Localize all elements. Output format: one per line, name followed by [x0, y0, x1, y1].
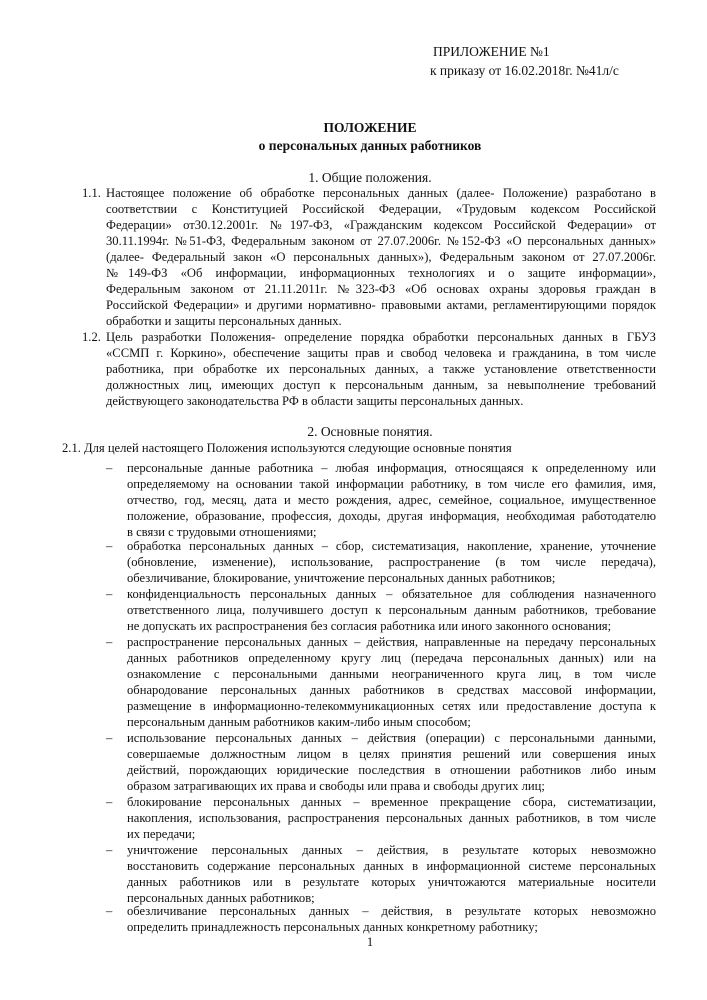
bullet-dash: – [106, 539, 113, 553]
bullet-dash: – [106, 843, 113, 857]
definition-line: действий, порождающих юридические последствия в отношении работников либо иным [127, 763, 656, 777]
definition-line: обезличивание, блокирование, уничтожение персональных данных работников; [127, 571, 556, 585]
definition-line: обезличивание персональных данных – действия, в результате которых невозможно [127, 904, 656, 918]
section-1-heading: 1. Общие положения. [308, 170, 432, 185]
document-subtitle: о персональных данных работников [258, 138, 482, 153]
definition-line: уничтожение персональных данных – действия, в результате которых невозможно [127, 843, 656, 857]
bullet-dash: – [106, 731, 113, 745]
paragraph-1-1-line: 30.11.1994г. №51-ФЗ, Федеральным законом от 27.07.2006г. №152-ФЗ «О персональных данных» [106, 234, 656, 248]
definition-line: ознакомление с персональными данными неограниченного круга лиц, в том числе [127, 667, 656, 681]
paragraph-1-1-line: соответствии с Конституцией Российской Федерации, «Трудовым кодексом Российской [106, 202, 656, 216]
definition-line: восстановить содержание персональных данных в информационной системе персональных [127, 859, 656, 873]
paragraph-1-2-line: должностных лиц, имеющих доступ к персональным данным, за невыполнение требований [106, 378, 656, 392]
definition-line: персональных данных работников; [127, 891, 315, 905]
paragraph-1-2-number: 1.2. [82, 330, 101, 344]
definition-line: отчество, год, месяц, дата и место рождения, адрес, семейное, социальное, имущественное [127, 493, 656, 507]
paragraph-1-1-line: (далее- Федеральный закон «О персональных данных»), Федеральным законом от 27.07.2006г. [106, 250, 656, 264]
definition-line: обработка персональных данных – сбор, систематизация, накопление, хранение, уточнение [127, 539, 656, 553]
paragraph-1-2-line: «ССМП г. Коркино», обеспечение защиты прав и свобод человека и гражданина, в том числе [106, 346, 656, 360]
definition-line: определить принадлежность персональных данных конкретному работнику; [127, 920, 538, 934]
paragraph-1-1-line: Настоящее положение об обработке персональных данных (далее- Положение) разработано в [106, 186, 656, 200]
definition-line: их передачи; [127, 827, 196, 841]
definition-line: использование персональных данных – действия (операции) с персональными данными, [127, 731, 656, 745]
definition-line: персональные данные работника – любая информация, относящаяся к определенному или [127, 461, 656, 475]
paragraph-1-1-number: 1.1. [82, 186, 101, 200]
bullet-dash: – [106, 587, 113, 601]
definition-line: (обновление, изменение), использование, распространение (в том числе передача), [127, 555, 656, 569]
definition-line: данных работников определенному кругу лиц (передача персональных данных) или на [127, 651, 656, 665]
definition-line: обнародование персональных данных работников в средствах массовой информации, [127, 683, 656, 697]
appendix-label: ПРИЛОЖЕНИЕ №1 [433, 44, 550, 59]
paragraph-1-1-line: обработки и защиты персональных данных. [106, 314, 342, 328]
definition-line: распространение персональных данных – действия, направленные на передачу персональных [127, 635, 656, 649]
definition-line: положение, образование, профессия, доходы, другая информация, необходимая работодателю [127, 509, 656, 523]
order-reference: к приказу от 16.02.2018г. №41л/с [430, 63, 619, 78]
paragraph-1-1-line: №149-ФЗ «Об информации, информационных технологиях и о защите информации», [106, 266, 656, 280]
bullet-dash: – [106, 795, 113, 809]
paragraph-1-1-line: Федерации» от30.12.2001г. №197-ФЗ, «Гражданским кодексом Российской Федерации» от [106, 218, 656, 232]
definition-line: ответственного лица, получившего доступ к персональным данным работников, требование [127, 603, 656, 617]
paragraph-1-1-line: Федеральным законом от 21.11.2011г. №323-ФЗ «Об основах охраны здоровья граждан в [106, 282, 656, 296]
paragraph-1-2-line: работника, при обработке их персональных данных, а также установление ответственности [106, 362, 656, 376]
page-number: 1 [366, 935, 374, 949]
paragraph-1-2-line: Цель разработки Положения- определение порядка обработки персональных данных в ГБУЗ [106, 330, 656, 344]
definition-line: данных работников или в результате которых уничтожаются материальные носители [127, 875, 656, 889]
definition-line: совершаемые должностным лицом в целях принятия решений или совершения иных [127, 747, 656, 761]
definition-line: персональным данным работников каким-либо иным способом; [127, 715, 471, 729]
document-title: ПОЛОЖЕНИЕ [323, 120, 417, 135]
definition-line: образом затрагивающих их права и свободы или права и свободы других лиц; [127, 779, 545, 793]
bullet-dash: – [106, 461, 113, 475]
definition-line: накопления, использования, распространения персональных данных работников, в том числе [127, 811, 656, 825]
paragraph-2-1-text: Для целей настоящего Положения используются следующие основные понятия [84, 441, 512, 455]
definition-line: не допускать их распространения без согласия работника или иного законного основания; [127, 619, 612, 633]
paragraph-1-2-line: действующего законодательства РФ в области защиты персональных данных. [106, 394, 524, 408]
definition-line: в связи с трудовыми отношениями; [127, 525, 317, 539]
definition-line: размещение в информационно-телекоммуникационных сетях или предоставление доступа к [127, 699, 656, 713]
section-2-heading: 2. Основные понятия. [307, 424, 433, 439]
bullet-dash: – [106, 904, 113, 918]
paragraph-1-1-line: Российской Федерации» и другими нормативно- правовыми актами, регламентирующими порядок [106, 298, 656, 312]
paragraph-2-1-number: 2.1. [62, 441, 81, 455]
definition-line: определяемому на основании такой информации работнику, в том числе его фамилия, имя, [127, 477, 656, 491]
definition-line: блокирование персональных данных – временное прекращение сбора, систематизации, [127, 795, 656, 809]
definition-line: конфиденциальность персональных данных – обязательное для соблюдения назначенного [127, 587, 656, 601]
bullet-dash: – [106, 635, 113, 649]
